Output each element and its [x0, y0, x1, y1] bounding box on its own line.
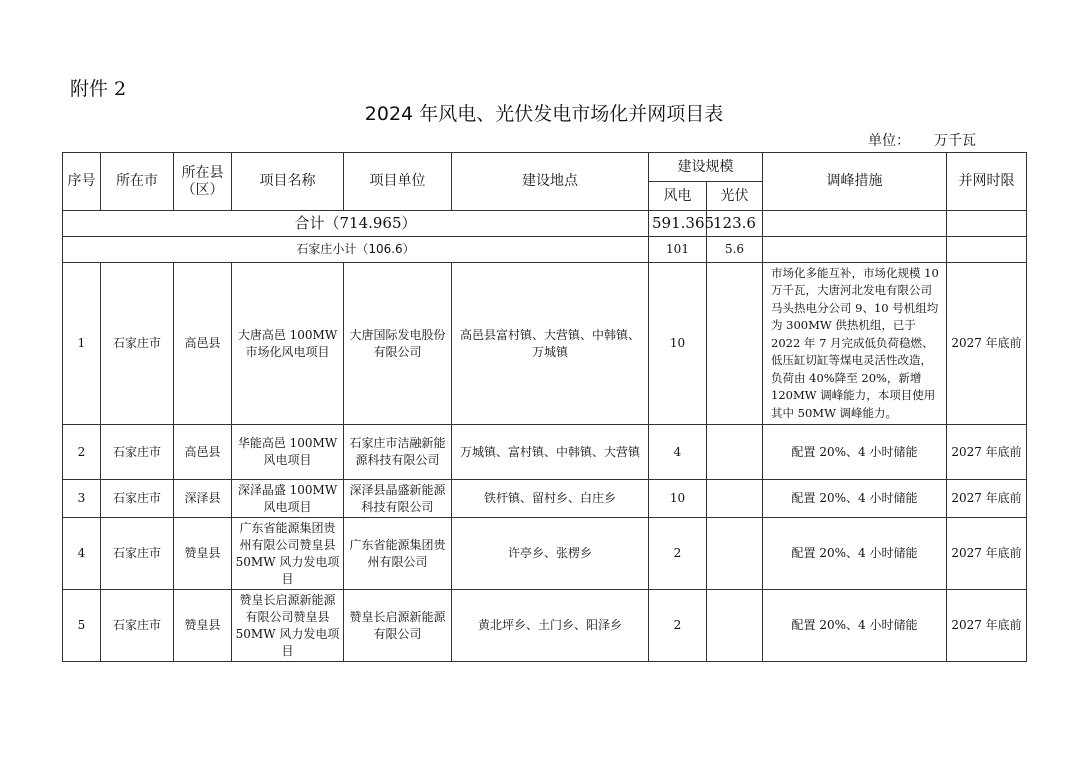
row-location: 万城镇、富村镇、中韩镇、大营镇	[452, 425, 649, 480]
table-row	[63, 518, 1027, 590]
header-company: 项目单位	[344, 153, 452, 211]
row-measure: 配置 20%、4 小时储能	[763, 590, 947, 662]
row-city: 石家庄市	[101, 518, 174, 590]
row-wind: 10	[649, 263, 707, 425]
row-company: 石家庄市洁融新能源科技有限公司	[344, 425, 452, 480]
row-measure: 市场化多能互补，市场化规模 10 万千瓦，大唐河北发电有限公司马头热电分公司 9、10 号机组均为 300MW 供热机组，已于 2022 年 7 月完成低负荷稳燃、低压缸切缸等煤电灵活性改造，负荷由 40%降至 20%，新增 120MW 调峰能力，本项目使用其中 50MW 调峰能力。	[763, 263, 947, 425]
row-project: 深泽晶盛 100MW 风电项目	[232, 480, 344, 518]
row-county: 赞皇县	[174, 518, 232, 590]
unit-label: 单位：	[868, 133, 910, 149]
row-project: 大唐高邑 100MW 市场化风电项目	[232, 263, 344, 425]
subtotal-wind: 101	[649, 237, 707, 263]
row-grid-time: 2027 年底前	[947, 590, 1027, 662]
total-label: 合计（714.965）	[63, 211, 649, 237]
header-scale: 建设规模	[649, 153, 763, 182]
row-location: 高邑县富村镇、大营镇、中韩镇、万城镇	[452, 263, 649, 425]
row-county: 高邑县	[174, 263, 232, 425]
row-wind: 2	[649, 590, 707, 662]
row-city: 石家庄市	[101, 590, 174, 662]
header-solar: 光伏	[707, 182, 763, 211]
subtotal-measure	[763, 237, 947, 263]
row-project: 广东省能源集团贵州有限公司赞皇县 50MW 风力发电项目	[232, 518, 344, 590]
row-wind: 4	[649, 425, 707, 480]
header-project: 项目名称	[232, 153, 344, 211]
row-measure: 配置 20%、4 小时储能	[763, 425, 947, 480]
header-county: 所在县（区）	[174, 153, 232, 211]
row-company: 深泽县晶盛新能源科技有限公司	[344, 480, 452, 518]
row-no: 4	[63, 518, 101, 590]
row-solar	[707, 480, 763, 518]
table-row	[63, 425, 1027, 480]
row-wind: 2	[649, 518, 707, 590]
row-city: 石家庄市	[101, 425, 174, 480]
row-no: 3	[63, 480, 101, 518]
header-city: 所在市	[101, 153, 174, 211]
row-solar	[707, 425, 763, 480]
total-row	[63, 211, 1027, 237]
unit-note	[868, 130, 976, 150]
subtotal-label: 石家庄小计（106.6）	[63, 237, 649, 263]
attachment-label: 附件 2	[70, 78, 127, 100]
row-no: 1	[63, 263, 101, 425]
total-measure	[763, 211, 947, 237]
row-no: 2	[63, 425, 101, 480]
unit-value: 万千瓦	[934, 133, 976, 149]
row-city: 石家庄市	[101, 480, 174, 518]
table-row	[63, 480, 1027, 518]
row-city: 石家庄市	[101, 263, 174, 425]
row-company: 广东省能源集团贵州有限公司	[344, 518, 452, 590]
header-location: 建设地点	[452, 153, 649, 211]
header-wind: 风电	[649, 182, 707, 211]
table-row	[63, 590, 1027, 662]
row-grid-time: 2027 年底前	[947, 480, 1027, 518]
row-company: 大唐国际发电股份有限公司	[344, 263, 452, 425]
row-location: 铁杆镇、留村乡、白庄乡	[452, 480, 649, 518]
row-solar	[707, 518, 763, 590]
row-county: 深泽县	[174, 480, 232, 518]
subtotal-grid-time	[947, 237, 1027, 263]
row-grid-time: 2027 年底前	[947, 518, 1027, 590]
subtotal-row	[63, 237, 1027, 263]
row-county: 赞皇县	[174, 590, 232, 662]
header-row	[63, 153, 1027, 182]
header-grid-time: 并网时限	[947, 153, 1027, 211]
row-company: 赞皇长启源新能源有限公司	[344, 590, 452, 662]
row-location: 许亭乡、张楞乡	[452, 518, 649, 590]
subtotal-solar: 5.6	[707, 237, 763, 263]
row-solar	[707, 590, 763, 662]
row-location: 黄北坪乡、土门乡、阳泽乡	[452, 590, 649, 662]
table-row	[63, 263, 1027, 425]
row-solar	[707, 263, 763, 425]
row-grid-time: 2027 年底前	[947, 263, 1027, 425]
row-project: 华能高邑 100MW 风电项目	[232, 425, 344, 480]
row-measure: 配置 20%、4 小时储能	[763, 518, 947, 590]
row-no: 5	[63, 590, 101, 662]
row-county: 高邑县	[174, 425, 232, 480]
total-solar: 123.6	[707, 211, 763, 237]
header-measure: 调峰措施	[763, 153, 947, 211]
total-grid-time	[947, 211, 1027, 237]
row-grid-time: 2027 年底前	[947, 425, 1027, 480]
row-wind: 10	[649, 480, 707, 518]
page-title: 2024 年风电、光伏发电市场化并网项目表	[364, 103, 724, 125]
project-table	[62, 152, 1027, 662]
row-project: 赞皇长启源新能源有限公司赞皇县 50MW 风力发电项目	[232, 590, 344, 662]
row-measure: 配置 20%、4 小时储能	[763, 480, 947, 518]
header-no: 序号	[63, 153, 101, 211]
total-wind: 591.365	[649, 211, 707, 237]
